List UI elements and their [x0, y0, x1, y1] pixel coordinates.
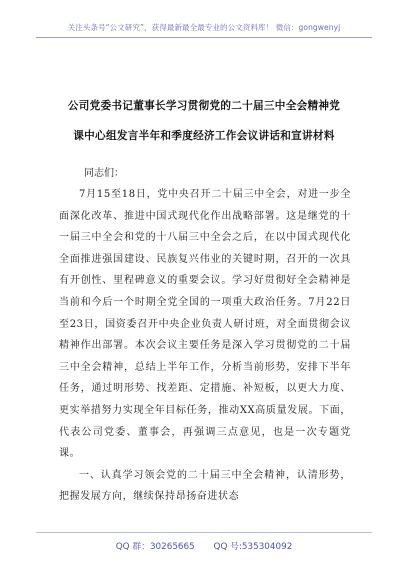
footer-divider [36, 532, 372, 533]
document-body [59, 184, 351, 508]
footer-qq-group: QQ 群：30265665 [115, 542, 195, 552]
header-divider [36, 37, 372, 38]
footer-qq-number: QQ 号:535304092 [213, 542, 293, 552]
document-title-line-2: 课中心组发言半年和季度经济工作会议讲话和宣讲材料 [73, 130, 335, 142]
body-paragraph-2: 一、认真学习领会党的二十届三中全会精神，认清形势，把握发展方向，继续保持昂扬奋进状态 [59, 469, 351, 503]
document-title-line-1: 公司党委书记董事长学习贯彻党的二十届三中全会精神党 [67, 100, 341, 112]
footer-contact [0, 539, 408, 552]
header-promo-text: 关注头条号“公文研究”，获得最新最全最专业的公文资料库！ 微信：gongwenyj [67, 23, 341, 32]
body-paragraph-1: 7月15至18日，党中央召开二十届三中全会，对进一步全面深化改革、推进中国式现代化作出战略部署。这是继党的十一届三中全会和党的十八届三中全会之后，在以中国式现代化全面推进强国建设、民族复兴伟业的关键时期，召开的一次具有开创性、里程碑意义的重要会议。学习好贯彻好全会精神是当前和今后一个时期全党全国的一项重大政治任务。7月22日至23日，国资委召开中央企业负责人研讨班，对全面贯彻会议精神作出部署。本次会议主要任务是深入学习贯彻党的二十届三中全会精神，总结上半年工作，分析当前形势，安排下半年任务，通过明形势、找差距、定措施、补短板，以更大力度、更实举措努力实现全年目标任务，推动XX高质量发展。下面，代表公司党委、董事会，再强调三点意见，也是一次专题党课。 [59, 189, 351, 460]
salutation: 同志们： [84, 168, 124, 179]
